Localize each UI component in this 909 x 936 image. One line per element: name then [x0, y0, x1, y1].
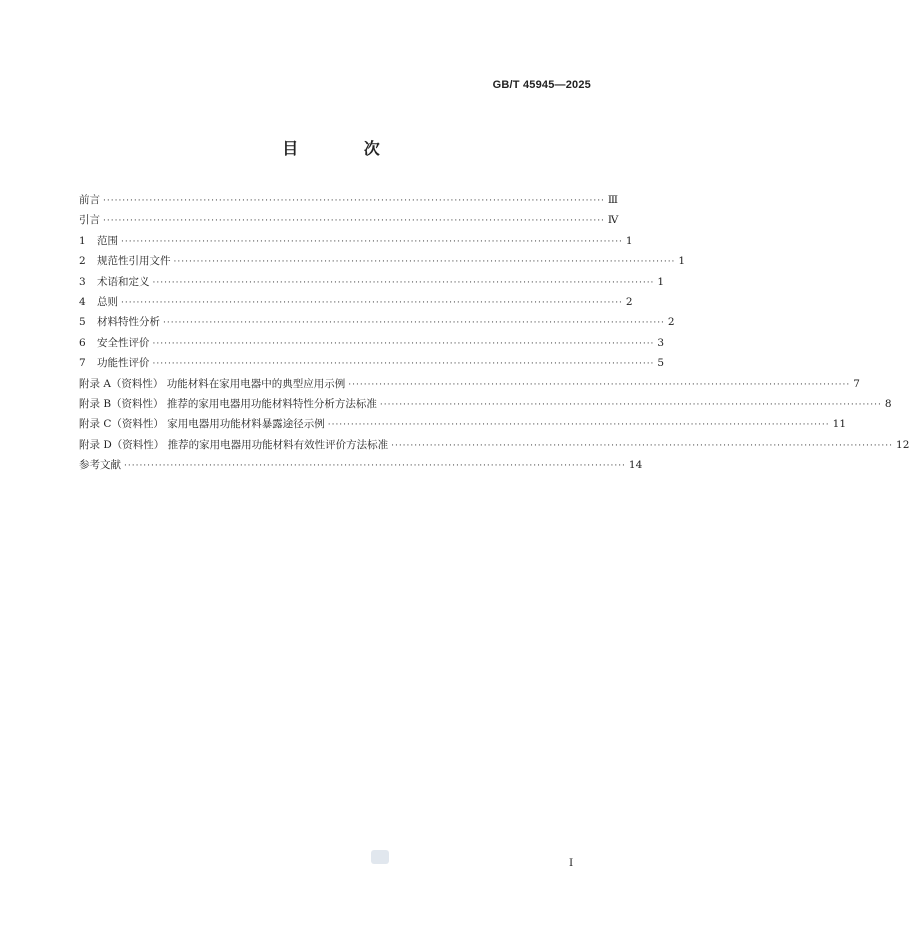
toc-leader: ·································································································································· [379, 399, 882, 410]
toc-entry-number: 3 [79, 275, 86, 288]
toc-entry-number: 6 [79, 336, 86, 349]
toc-entry[interactable] [79, 210, 619, 230]
toc-entry-label [79, 353, 150, 373]
toc-entry[interactable] [79, 292, 633, 312]
toc-entry-page: 8 [884, 397, 892, 410]
toc-entry[interactable] [79, 455, 643, 475]
toc-entry-page: 2 [625, 295, 633, 308]
toc-entry[interactable] [79, 333, 665, 353]
toc-entry[interactable] [79, 312, 675, 332]
toc-leader: ·································································································································· [173, 257, 676, 268]
toc-leader: ·································································································································· [103, 216, 605, 227]
toc-entry-label [79, 272, 150, 292]
toc-leader: ·································································································································· [152, 359, 655, 370]
toc-entry-label [79, 394, 377, 414]
toc-leader: ·································································································································· [163, 318, 665, 329]
toc-entry-number: 7 [79, 357, 86, 370]
toc-entry-text: 功能性评价 [97, 357, 150, 370]
toc-leader: ·································································································································· [391, 440, 894, 451]
toc-entry-page: 11 [832, 418, 847, 431]
toc-entry-label [79, 190, 100, 210]
toc-entry-page: 2 [667, 316, 675, 329]
toc-entry-text: 规范性引用文件 [97, 255, 171, 268]
toc-entry-label [79, 333, 150, 353]
toc-entry-page: 5 [657, 357, 665, 370]
toc-entry-text: 前言 [79, 194, 100, 206]
page-title: 目 次 [282, 139, 410, 158]
toc-leader: ·································································································································· [121, 236, 623, 247]
toc-entry[interactable] [79, 190, 619, 210]
toc-entry-text: 安全性评价 [97, 336, 150, 349]
toc-entry[interactable] [79, 353, 665, 373]
toc-entry-text: 范围 [97, 234, 118, 247]
toc-leader: ·································································································································· [124, 461, 626, 472]
toc-entry-number: 4 [79, 295, 86, 308]
toc-entry-page: Ⅳ [607, 214, 619, 227]
toc-entry-page: 1 [625, 234, 633, 247]
toc-entry-label [79, 251, 171, 271]
toc-entry[interactable] [79, 394, 892, 414]
toc-entry-page: 12 [896, 438, 909, 451]
toc-leader: ·································································································································· [103, 196, 605, 206]
toc-entry-text: 参考文献 [79, 459, 121, 472]
toc-entry-page: 14 [628, 459, 643, 472]
toc-entry-text: 附录 A（资料性） 功能材料在家用电器中的典型应用示例 [79, 377, 346, 390]
toc-entry-label [79, 292, 118, 312]
toc-entry-page: Ⅲ [607, 194, 619, 206]
toc-entry-text: 附录 D（资料性） 推荐的家用电器用功能材料有效性评价方法标准 [79, 438, 389, 451]
toc-entry-page: 7 [853, 377, 860, 390]
toc-entry-text: 引言 [79, 214, 100, 227]
toc-entry-page: 1 [657, 275, 665, 288]
toc-entry[interactable] [79, 251, 686, 271]
toc-entry[interactable] [79, 435, 909, 455]
toc-entry-text: 附录 C（资料性） 家用电器用功能材料暴露途径示例 [79, 418, 325, 431]
watermark-logo-icon [371, 850, 389, 864]
toc-entry-text: 材料特性分析 [97, 316, 160, 329]
toc-leader: ·································································································································· [152, 277, 655, 288]
toc-entry-text: 术语和定义 [97, 275, 150, 288]
toc-entry-label [79, 374, 345, 394]
toc-entry[interactable] [79, 272, 665, 292]
toc-entry-text: 总则 [97, 295, 118, 308]
toc-entry-label [79, 435, 388, 455]
toc-entry-number: 2 [79, 255, 86, 268]
toc-leader: ·································································································································· [121, 297, 623, 308]
toc-entry-text: 附录 B（资料性） 推荐的家用电器用功能材料特性分析方法标准 [79, 397, 377, 410]
toc-entry-number: 5 [79, 316, 86, 329]
toc-entry-label [79, 414, 325, 434]
toc-leader: ·································································································································· [348, 379, 851, 390]
toc-entry[interactable] [79, 231, 633, 251]
toc-entry[interactable] [79, 374, 860, 394]
toc-entry[interactable] [79, 414, 847, 434]
toc-entry-label [79, 312, 160, 332]
toc-entry-number: 1 [79, 234, 86, 247]
toc-entry-label [79, 210, 100, 230]
toc-leader: ·································································································································· [152, 338, 655, 349]
toc-entry-label [79, 231, 118, 251]
toc-leader: ·································································································································· [327, 420, 830, 431]
table-of-contents [79, 190, 909, 475]
toc-entry-page: 3 [657, 336, 665, 349]
standard-code: GB/T 45945—2025 [492, 79, 591, 91]
toc-entry-page: 1 [678, 255, 686, 268]
toc-entry-label [79, 455, 121, 475]
page-number: I [569, 857, 574, 869]
